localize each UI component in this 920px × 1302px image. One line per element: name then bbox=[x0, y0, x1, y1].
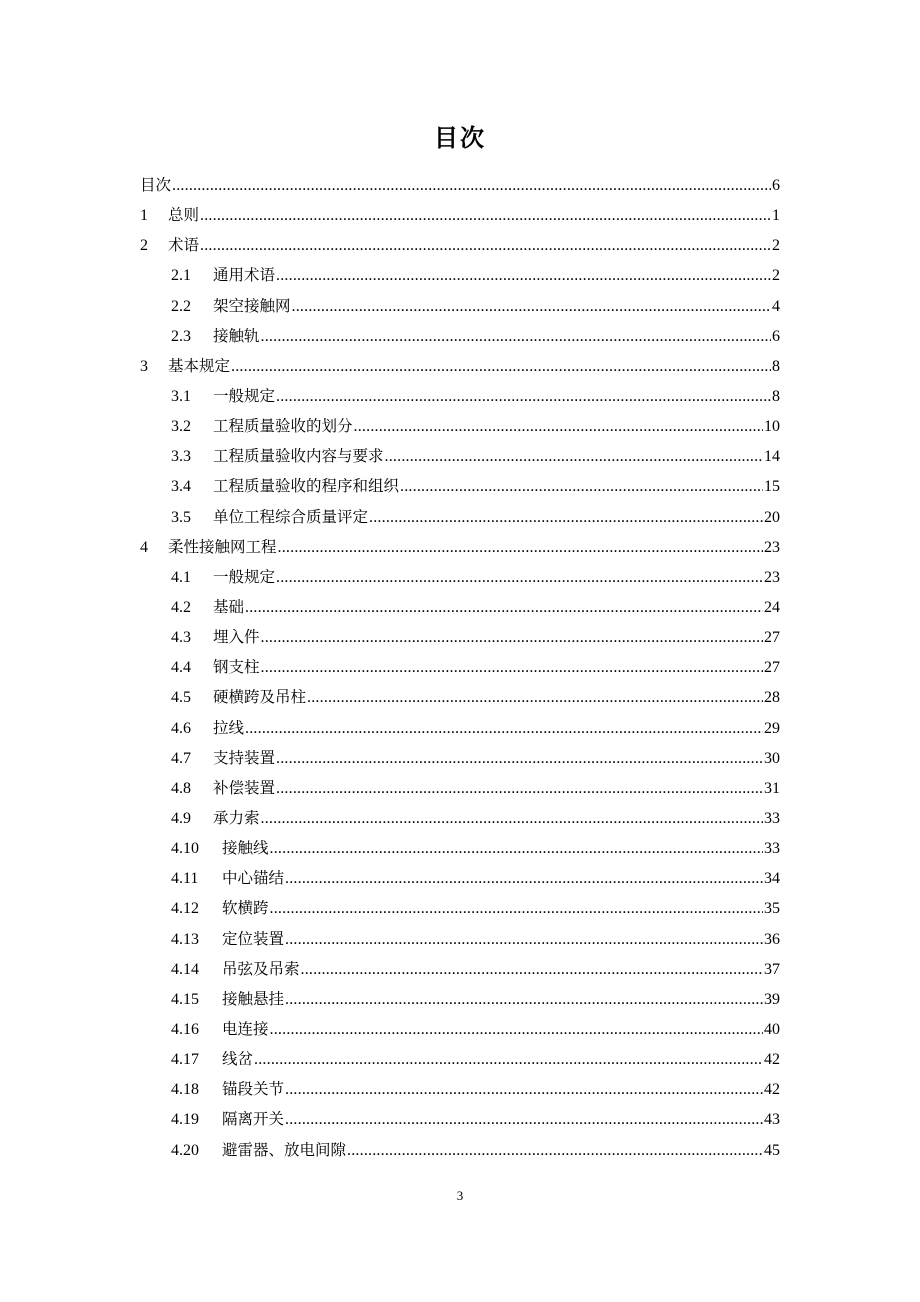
dot-leader bbox=[172, 171, 771, 201]
dot-leader bbox=[385, 442, 763, 472]
toc-entry-page: 39 bbox=[764, 990, 780, 1008]
toc-entry-number: 4.12 bbox=[171, 900, 199, 918]
toc-entry-page: 6 bbox=[772, 327, 780, 345]
toc-entry-title: 工程质量验收的划分 bbox=[213, 417, 353, 436]
toc-entry-title: 硬横跨及吊柱 bbox=[213, 688, 307, 707]
toc-entry-page: 28 bbox=[764, 689, 780, 707]
table-of-contents bbox=[140, 170, 780, 1165]
toc-entry[interactable] bbox=[140, 833, 780, 863]
toc-entry[interactable] bbox=[140, 321, 780, 351]
toc-entry-number: 4.20 bbox=[171, 1141, 199, 1159]
toc-entry-title: 通用术语 bbox=[213, 266, 276, 285]
toc-entry[interactable] bbox=[140, 954, 780, 984]
toc-entry-title: 接触悬挂 bbox=[222, 989, 285, 1008]
dot-leader bbox=[285, 864, 763, 894]
toc-entry-number: 4.16 bbox=[171, 1020, 199, 1038]
toc-entry-number: 4.2 bbox=[171, 598, 191, 616]
toc-entry[interactable] bbox=[140, 230, 780, 260]
toc-entry-number: 4.9 bbox=[171, 809, 191, 827]
dot-leader bbox=[270, 894, 763, 924]
dot-leader bbox=[369, 503, 763, 533]
page-title: 目次 bbox=[434, 124, 486, 152]
toc-entry[interactable] bbox=[140, 502, 780, 532]
toc-entry-title: 目次 bbox=[140, 176, 172, 194]
toc-entry-number: 4.7 bbox=[171, 749, 191, 767]
toc-entry-number: 3.3 bbox=[171, 448, 191, 466]
dot-leader bbox=[276, 744, 763, 774]
toc-entry-title: 基本规定 bbox=[168, 356, 231, 375]
toc-entry-page: 29 bbox=[764, 719, 780, 737]
toc-entry-number: 4.8 bbox=[171, 779, 191, 797]
toc-entry-number: 3.4 bbox=[171, 478, 191, 496]
toc-entry-title: 一般规定 bbox=[213, 567, 276, 586]
toc-entry[interactable] bbox=[140, 773, 780, 803]
toc-entry[interactable] bbox=[140, 170, 780, 200]
toc-entry-page: 20 bbox=[764, 508, 780, 526]
dot-leader bbox=[301, 955, 763, 985]
toc-entry[interactable] bbox=[140, 471, 780, 501]
page-number: 3 bbox=[456, 1188, 464, 1203]
toc-entry-page: 23 bbox=[764, 568, 780, 586]
toc-entry[interactable] bbox=[140, 562, 780, 592]
toc-entry-number: 3.2 bbox=[171, 418, 191, 436]
toc-entry[interactable] bbox=[140, 351, 780, 381]
toc-entry-page: 15 bbox=[764, 478, 780, 496]
toc-entry[interactable] bbox=[140, 1135, 780, 1165]
dot-leader bbox=[261, 653, 763, 683]
toc-entry-page: 8 bbox=[772, 357, 780, 375]
toc-entry-number: 4.3 bbox=[171, 629, 191, 647]
toc-entry-page: 2 bbox=[772, 267, 780, 285]
toc-entry-page: 35 bbox=[764, 900, 780, 918]
toc-entry-title: 拉线 bbox=[213, 718, 245, 737]
dot-leader bbox=[400, 472, 763, 502]
toc-entry-page: 23 bbox=[764, 538, 780, 556]
toc-entry-title: 基础 bbox=[213, 597, 245, 616]
toc-entry-page: 33 bbox=[764, 809, 780, 827]
dot-leader bbox=[261, 804, 763, 834]
dot-leader bbox=[254, 1045, 763, 1075]
dot-leader bbox=[245, 714, 763, 744]
toc-entry-number: 4.17 bbox=[171, 1051, 199, 1069]
toc-entry-title: 线岔 bbox=[222, 1050, 254, 1069]
dot-leader bbox=[285, 1075, 763, 1105]
toc-entry[interactable] bbox=[140, 984, 780, 1014]
toc-entry-title: 架空接触网 bbox=[213, 296, 291, 315]
toc-entry-number: 4.18 bbox=[171, 1081, 199, 1099]
toc-entry-title: 补偿装置 bbox=[213, 778, 276, 797]
toc-entry[interactable] bbox=[140, 803, 780, 833]
toc-entry-title: 电连接 bbox=[222, 1019, 269, 1038]
toc-entry-page: 8 bbox=[772, 387, 780, 405]
toc-entry-title: 总则 bbox=[168, 206, 200, 225]
toc-entry[interactable] bbox=[140, 652, 780, 682]
dot-leader bbox=[285, 925, 763, 955]
toc-entry-title: 钢支柱 bbox=[213, 658, 260, 677]
dot-leader bbox=[276, 382, 771, 412]
dot-leader bbox=[278, 533, 763, 563]
toc-entry[interactable] bbox=[140, 924, 780, 954]
toc-entry-number: 2.3 bbox=[171, 327, 191, 345]
toc-entry[interactable] bbox=[140, 411, 780, 441]
toc-entry[interactable] bbox=[140, 743, 780, 773]
toc-entry-number: 3.1 bbox=[171, 387, 191, 405]
toc-entry-title: 中心锚结 bbox=[222, 869, 285, 888]
toc-entry-page: 45 bbox=[764, 1141, 780, 1159]
toc-entry-number: 3.5 bbox=[171, 508, 191, 526]
toc-entry[interactable] bbox=[140, 1014, 780, 1044]
toc-entry-number: 4.15 bbox=[171, 990, 199, 1008]
toc-entry-number: 3 bbox=[140, 357, 148, 375]
dot-leader bbox=[200, 231, 771, 261]
dot-leader bbox=[347, 1136, 763, 1166]
toc-entry-number: 4.14 bbox=[171, 960, 199, 978]
dot-leader bbox=[245, 593, 763, 623]
toc-entry[interactable] bbox=[140, 200, 780, 230]
toc-entry-number: 4.10 bbox=[171, 840, 199, 858]
toc-entry-title: 软横跨 bbox=[222, 899, 269, 918]
toc-entry-title: 隔离开关 bbox=[222, 1110, 285, 1129]
dot-leader bbox=[261, 322, 771, 352]
toc-entry[interactable] bbox=[140, 1074, 780, 1104]
toc-entry-number: 4 bbox=[140, 538, 148, 556]
dot-leader bbox=[285, 1105, 763, 1135]
toc-entry-title: 埋入件 bbox=[213, 628, 260, 647]
toc-entry-page: 37 bbox=[764, 960, 780, 978]
toc-entry-page: 27 bbox=[764, 629, 780, 647]
toc-entry-page: 36 bbox=[764, 930, 780, 948]
toc-entry-title: 接触线 bbox=[222, 839, 269, 858]
dot-leader bbox=[270, 1015, 763, 1045]
toc-entry-page: 40 bbox=[764, 1020, 780, 1038]
toc-entry-title: 单位工程综合质量评定 bbox=[213, 507, 369, 526]
toc-entry-number: 4.1 bbox=[171, 568, 191, 586]
toc-entry[interactable] bbox=[140, 713, 780, 743]
dot-leader bbox=[307, 683, 763, 713]
toc-entry-page: 10 bbox=[764, 418, 780, 436]
toc-entry-page: 6 bbox=[772, 177, 780, 194]
dot-leader bbox=[276, 261, 771, 291]
toc-entry-number: 4.6 bbox=[171, 719, 191, 737]
toc-entry[interactable] bbox=[140, 1044, 780, 1074]
toc-entry-page: 27 bbox=[764, 659, 780, 677]
toc-entry-page: 33 bbox=[764, 840, 780, 858]
toc-entry-number: 2.2 bbox=[171, 297, 191, 315]
toc-entry-page: 24 bbox=[764, 598, 780, 616]
toc-entry-number: 4.5 bbox=[171, 689, 191, 707]
toc-entry-title: 承力索 bbox=[213, 808, 260, 827]
toc-entry-title: 术语 bbox=[168, 236, 200, 255]
toc-entry-title: 工程质量验收内容与要求 bbox=[213, 447, 384, 466]
toc-entry[interactable] bbox=[140, 260, 780, 290]
toc-entry-page: 43 bbox=[764, 1111, 780, 1129]
toc-entry-title: 支持装置 bbox=[213, 748, 276, 767]
toc-entry[interactable] bbox=[140, 291, 780, 321]
toc-entry[interactable] bbox=[140, 1104, 780, 1134]
toc-entry-title: 避雷器、放电间隙 bbox=[222, 1140, 347, 1159]
dot-leader bbox=[200, 201, 771, 231]
toc-entry-title: 柔性接触网工程 bbox=[168, 537, 277, 556]
toc-entry-page: 34 bbox=[764, 870, 780, 888]
toc-entry-title: 锚段关节 bbox=[222, 1080, 285, 1099]
dot-leader bbox=[354, 412, 763, 442]
toc-entry-number: 4.11 bbox=[171, 870, 199, 888]
toc-entry-number: 2 bbox=[140, 237, 148, 255]
toc-entry-page: 1 bbox=[772, 207, 780, 225]
toc-entry-page: 42 bbox=[764, 1051, 780, 1069]
toc-entry-page: 14 bbox=[764, 448, 780, 466]
toc-entry-number: 2.1 bbox=[171, 267, 191, 285]
toc-entry-number: 4.19 bbox=[171, 1111, 199, 1129]
toc-entry-page: 31 bbox=[764, 779, 780, 797]
toc-entry[interactable] bbox=[140, 863, 780, 893]
dot-leader bbox=[276, 774, 763, 804]
toc-entry-page: 42 bbox=[764, 1081, 780, 1099]
toc-entry-title: 接触轨 bbox=[213, 326, 260, 345]
toc-entry[interactable] bbox=[140, 381, 780, 411]
toc-entry-title: 工程质量验收的程序和组织 bbox=[213, 477, 400, 496]
dot-leader bbox=[276, 563, 763, 593]
toc-entry-number: 1 bbox=[140, 207, 148, 225]
toc-entry[interactable] bbox=[140, 682, 780, 712]
toc-entry-number: 4.4 bbox=[171, 659, 191, 677]
toc-entry-page: 2 bbox=[772, 237, 780, 255]
toc-entry-page: 4 bbox=[772, 297, 780, 315]
dot-leader bbox=[285, 985, 763, 1015]
toc-entry-number: 4.13 bbox=[171, 930, 199, 948]
toc-entry[interactable] bbox=[140, 622, 780, 652]
toc-entry[interactable] bbox=[140, 592, 780, 622]
dot-leader bbox=[231, 352, 771, 382]
toc-entry[interactable] bbox=[140, 893, 780, 923]
dot-leader bbox=[270, 834, 763, 864]
toc-entry[interactable] bbox=[140, 532, 780, 562]
toc-entry-title: 一般规定 bbox=[213, 386, 276, 405]
dot-leader bbox=[292, 292, 771, 322]
toc-entry-page: 30 bbox=[764, 749, 780, 767]
toc-entry[interactable] bbox=[140, 441, 780, 471]
toc-entry-title: 吊弦及吊索 bbox=[222, 959, 300, 978]
dot-leader bbox=[261, 623, 763, 653]
toc-entry-title: 定位装置 bbox=[222, 929, 285, 948]
